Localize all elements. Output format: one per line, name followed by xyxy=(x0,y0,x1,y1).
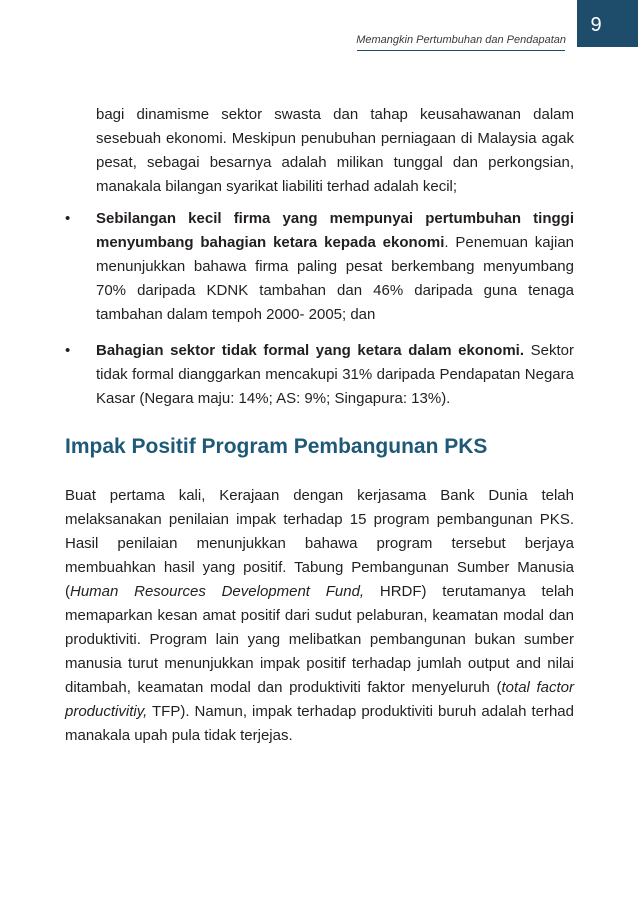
hrdf-italic-term: Human Resources Development Fund, xyxy=(70,583,365,600)
tfp-italic-term: total factor productivitiy, xyxy=(65,679,574,720)
bullet-text xyxy=(96,339,574,411)
running-header-title: Memangkin Pertumbuhan dan Pendapatan xyxy=(356,34,566,46)
section-paragraph xyxy=(65,484,574,748)
bullet-body-text: Sektor tidak formal dianggarkan mencakupi 31% daripada Pendapatan Negara Kasar (Negara maju: 14%; AS: 9%; Singapura: 13%). xyxy=(96,342,574,407)
header-rule xyxy=(357,50,565,51)
section-heading: Impak Positif Program Pembangunan PKS xyxy=(65,435,488,458)
bullet-marker: • xyxy=(65,210,71,227)
bullet-marker: • xyxy=(65,342,71,359)
bullet-text xyxy=(96,207,574,327)
continuation-paragraph: bagi dinamisme sektor swasta dan tahap keusahawanan dalam sesebuah ekonomi. Meskipun penubuhan perniagaan di Malaysia agak pesat, sebagai besarnya adalah milikan tunggal dan perkongsian, manakala bilangan syarikat liabiliti terhad adalah kecil; xyxy=(96,106,574,195)
bullet-bold-lead: Sebilangan kecil firma yang mempunyai pertumbuhan tinggi menyumbang bahagian ketara kepada ekonomi xyxy=(96,210,574,251)
section-text-part-1: Buat pertama kali, Kerajaan dengan kerjasama Bank Dunia telah melaksanakan penilaian impak terhadap 15 program pembangunan PKS. Hasil penilaian menunjukkan bahawa program tersebut berjaya membuahkan hasil yang positif. Tabung Pembangunan Sumber Manusia ( xyxy=(65,487,574,600)
section-text-part-2: HRDF) terutamanya telah memaparkan kesan amat positif dari sudut pelaburan, keamatan modal dan produktiviti. Program lain yang melibatkan pembangunan bukan sumber manusia turut menunjukkan impak positif terhadap jumlah output and nilai ditambah, keamatan modal dan produktiviti faktor menyeluruh ( xyxy=(65,583,574,696)
bullet-bold-lead: Bahagian sektor tidak formal yang ketara dalam ekonomi. xyxy=(96,342,525,359)
section-text-part-3: TFP). Namun, impak terhadap produktiviti buruh adalah terhad manakala upah pula tidak terjejas. xyxy=(65,703,574,744)
page-number: 9 xyxy=(590,14,602,36)
bullet-body-text: . Penemuan kajian menunjukkan bahawa firma paling pesat berkembang menyumbang 70% daripada KDNK tambahan dan 46% daripada guna tenaga tambahan dalam tempoh 2000- 2005; dan xyxy=(96,234,575,323)
page-number-tab xyxy=(577,0,638,47)
